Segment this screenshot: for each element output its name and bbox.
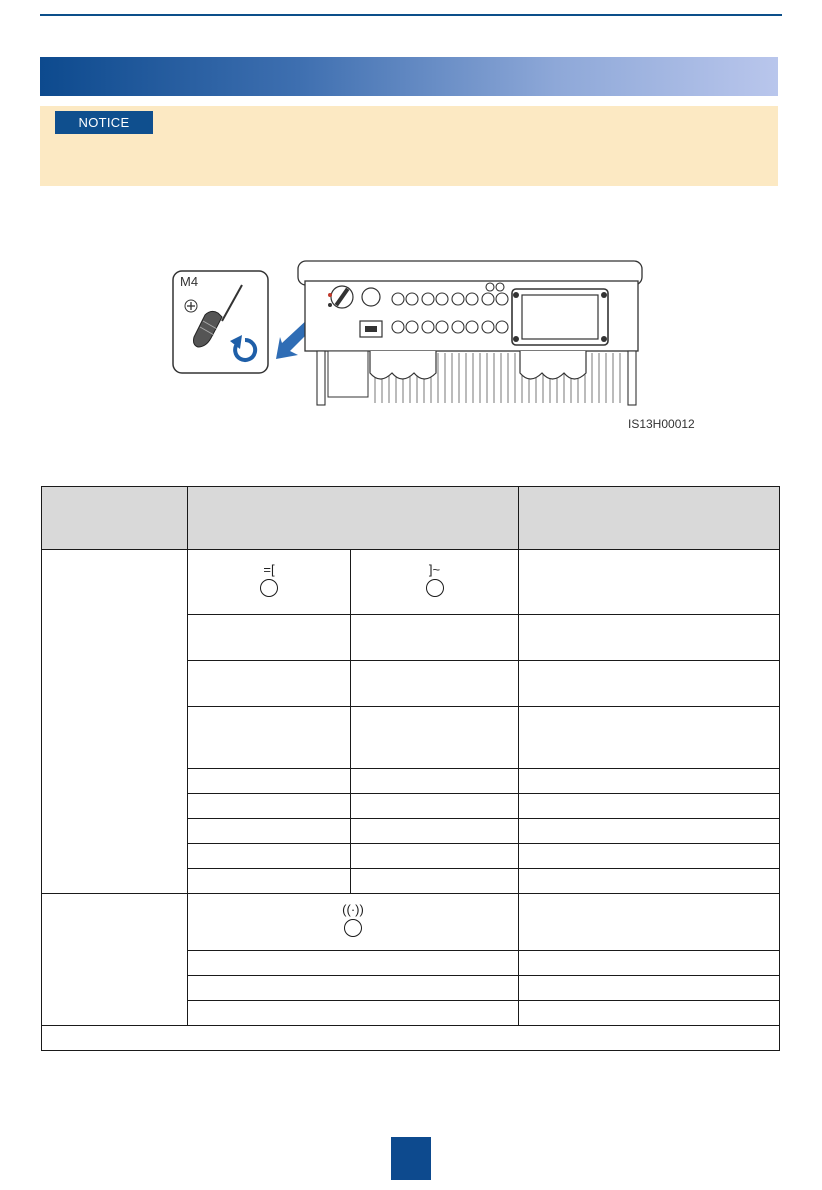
table-cell [42, 550, 188, 894]
table-cell [188, 869, 351, 894]
table-cell [351, 869, 519, 894]
table-cell [351, 707, 519, 769]
table-row [42, 1026, 780, 1051]
table-cell [519, 894, 780, 951]
table-cell [519, 707, 780, 769]
led-indicator-icon [260, 579, 278, 597]
table-cell [519, 819, 780, 844]
table-cell [188, 661, 351, 707]
table-cell [188, 844, 351, 869]
section-banner [40, 57, 778, 96]
table-cell [188, 1001, 519, 1026]
page-number-badge [391, 1137, 431, 1180]
notice-box [40, 106, 778, 186]
table-cell [351, 819, 519, 844]
table-cell [188, 976, 519, 1001]
table-cell [351, 844, 519, 869]
table-cell [188, 819, 351, 844]
wireless-signal-icon: ((·)) [342, 901, 364, 917]
table-header-row [42, 487, 780, 550]
table-cell [188, 707, 351, 769]
table-cell [351, 769, 519, 794]
table-cell [42, 894, 188, 1026]
table-cell [188, 615, 351, 661]
table-cell [519, 869, 780, 894]
table-cell [351, 794, 519, 819]
led-indicator-icon [426, 579, 444, 597]
table-cell [519, 550, 780, 615]
led-indicator-table [41, 486, 780, 1051]
table-cell [519, 769, 780, 794]
table-cell [188, 951, 519, 976]
table-header-cell [188, 487, 519, 550]
table-cell [351, 661, 519, 707]
inverter-figure [170, 255, 695, 440]
figure-caption: IS13H00012 [628, 417, 695, 431]
table-cell [351, 615, 519, 661]
table-row [42, 550, 780, 615]
table-cell [188, 769, 351, 794]
grid-connection-icon: ]~ [428, 561, 441, 577]
table-header-cell [519, 487, 780, 550]
table-cell [519, 794, 780, 819]
table-footnote-cell [42, 1026, 780, 1051]
top-rule [40, 14, 782, 16]
table-cell [188, 794, 351, 819]
table-cell [519, 951, 780, 976]
inverter-illustration [170, 255, 650, 440]
table-row [42, 894, 780, 951]
table-cell [519, 844, 780, 869]
pv-connection-icon: =[ [263, 561, 275, 577]
table-cell [519, 615, 780, 661]
table-cell [519, 1001, 780, 1026]
grid-led-cell [351, 550, 519, 615]
notice-badge: NOTICE [55, 111, 153, 134]
tool-size-label: M4 [180, 274, 199, 289]
led-indicator-icon [344, 919, 362, 937]
pv-led-cell [188, 550, 351, 615]
table-cell [519, 976, 780, 1001]
comm-led-cell [188, 894, 519, 951]
table-header-cell [42, 487, 188, 550]
table-cell [519, 661, 780, 707]
